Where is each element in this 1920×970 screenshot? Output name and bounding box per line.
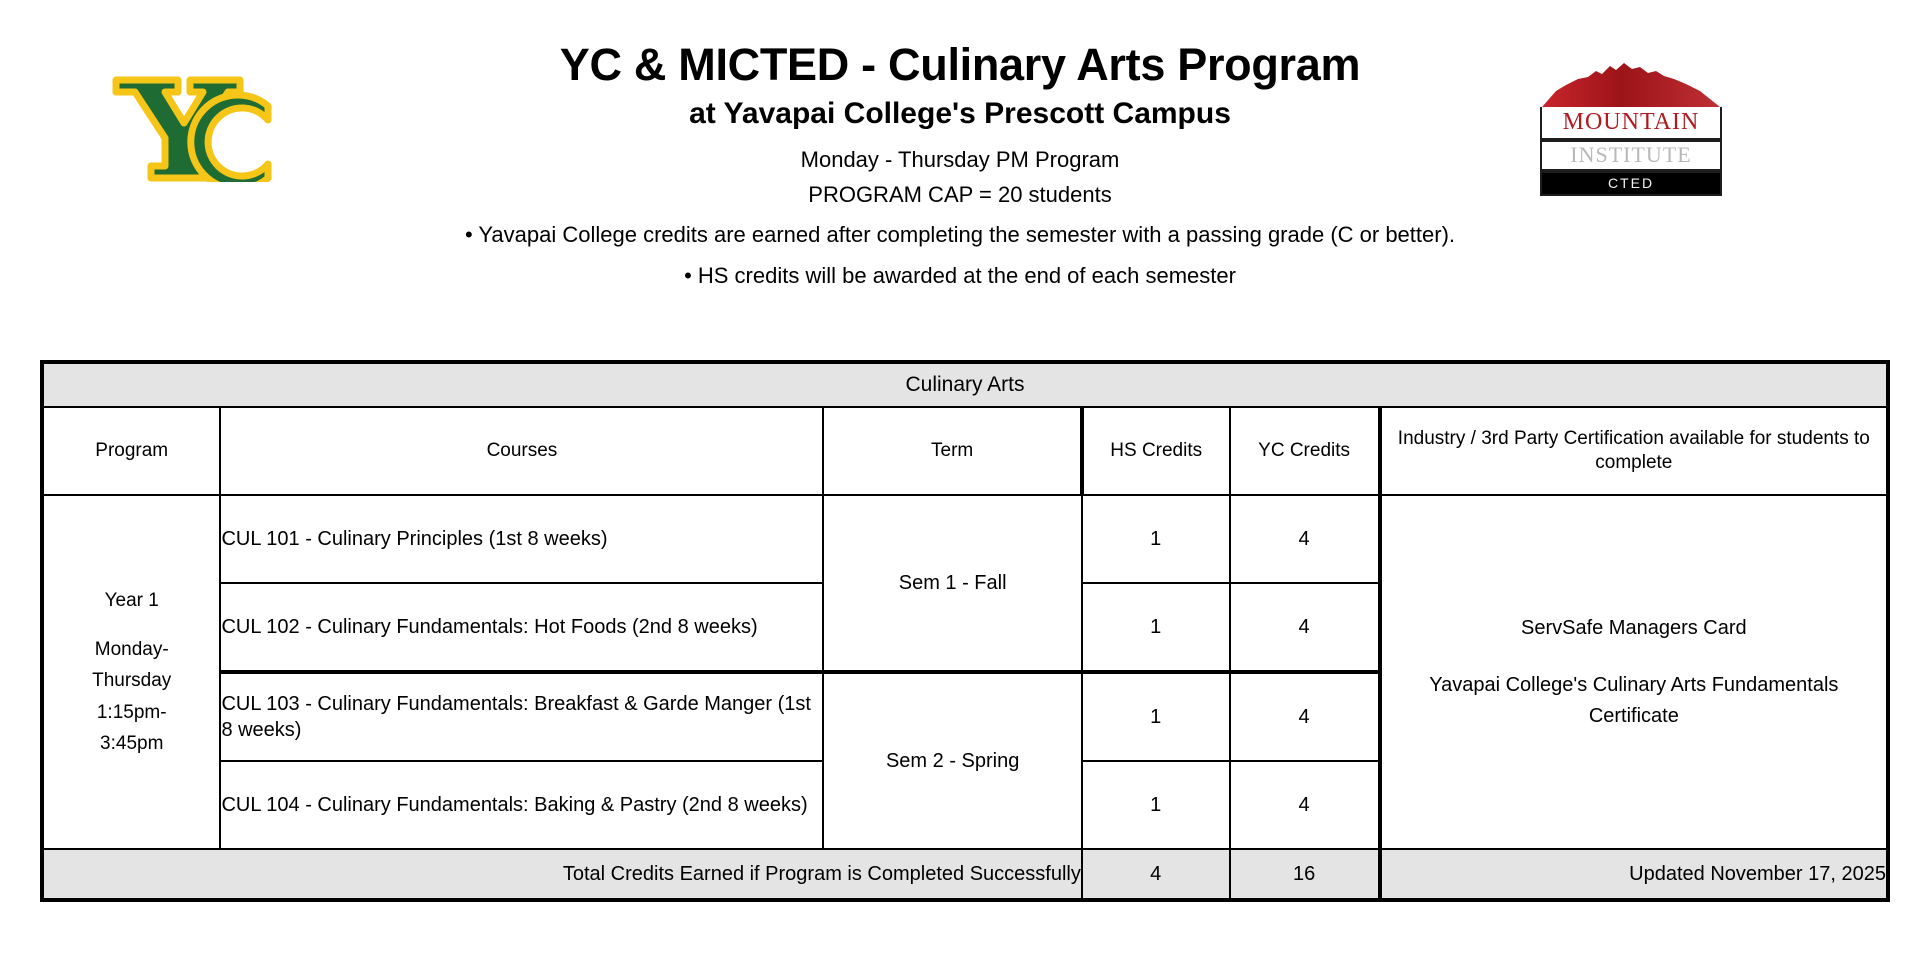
note-bullet-college-credits: • Yavapai College credits are earned after completing the semester with a passing grade (C or better). — [464, 222, 1456, 248]
hs-credits-cell: 1 — [1082, 761, 1230, 849]
column-header-certification: Industry / 3rd Party Certification available for students to complete — [1380, 407, 1888, 495]
column-header-hs-credits: HS Credits — [1082, 407, 1230, 495]
certification-line-servsafe: ServSafe Managers Card — [1520, 616, 1747, 639]
program-cap-line: PROGRAM CAP = 20 students — [808, 181, 1112, 207]
updated-date: Updated November 17, 2025 — [1380, 849, 1888, 900]
page-subtitle: at Yavapai College's Prescott Campus — [689, 97, 1231, 131]
program-table-container — [40, 360, 1890, 902]
course-cell: CUL 101 - Culinary Principles (1st 8 weeks) — [220, 495, 823, 583]
table-banner-label: Culinary Arts — [42, 362, 1888, 407]
column-header-yc-credits: YC Credits — [1230, 407, 1380, 495]
course-cell: CUL 102 - Culinary Fundamentals: Hot Foods (2nd 8 weeks) — [220, 583, 823, 672]
table-header-row — [42, 407, 1888, 495]
yc-credits-cell: 4 — [1230, 761, 1380, 849]
total-hs-credits: 4 — [1082, 849, 1230, 900]
certification-cell — [1380, 495, 1888, 849]
certification-spacer — [1382, 644, 1886, 670]
yc-credits-cell: 4 — [1230, 672, 1380, 761]
title-block — [0, 40, 1920, 289]
document-header — [0, 0, 1920, 330]
program-line-year: Year 1 — [104, 589, 159, 611]
table-total-row — [42, 849, 1888, 900]
certification-line-yc-certificate: Yavapai College's Culinary Arts Fundamentals Certificate — [1429, 673, 1839, 727]
hs-credits-cell: 1 — [1082, 583, 1230, 672]
hs-credits-cell: 1 — [1082, 672, 1230, 761]
program-line-days-2: Thursday — [92, 670, 172, 692]
schedule-line: Monday - Thursday PM Program — [800, 147, 1120, 173]
hs-credits-cell: 1 — [1082, 495, 1230, 583]
program-cell — [42, 495, 220, 849]
total-yc-credits: 16 — [1230, 849, 1380, 900]
mountain-institute-word-institute: INSTITUTE — [1540, 140, 1722, 171]
program-line-time-2: 3:45pm — [100, 733, 164, 755]
course-cell: CUL 103 - Culinary Fundamentals: Breakfast & Garde Manger (1st 8 weeks) — [220, 672, 823, 761]
total-credits-label: Total Credits Earned if Program is Completed Successfully — [42, 849, 1082, 900]
table-row — [42, 495, 1888, 583]
mountain-institute-word-mountain: MOUNTAIN — [1540, 107, 1722, 140]
yc-credits-cell: 4 — [1230, 495, 1380, 583]
column-header-program: Program — [42, 407, 220, 495]
program-line-days-1: Monday- — [94, 638, 169, 660]
course-cell: CUL 104 - Culinary Fundamentals: Baking & Pastry (2nd 8 weeks) — [220, 761, 823, 849]
term-cell: Sem 2 - Spring — [823, 672, 1081, 849]
mountain-institute-word-cted: CTED — [1540, 171, 1722, 196]
page-title: YC & MICTED - Culinary Arts Program — [559, 39, 1361, 90]
yc-credits-cell: 4 — [1230, 583, 1380, 672]
program-line-time-1: 1:15pm- — [96, 701, 167, 723]
culinary-arts-schedule-table — [40, 360, 1890, 902]
note-bullet-hs-credits: • HS credits will be awarded at the end of each semester — [684, 262, 1236, 288]
column-header-term: Term — [823, 407, 1081, 495]
table-banner-row — [42, 362, 1888, 407]
program-line-spacer — [44, 616, 219, 634]
term-cell: Sem 1 - Fall — [823, 495, 1081, 672]
column-header-courses: Courses — [220, 407, 823, 495]
